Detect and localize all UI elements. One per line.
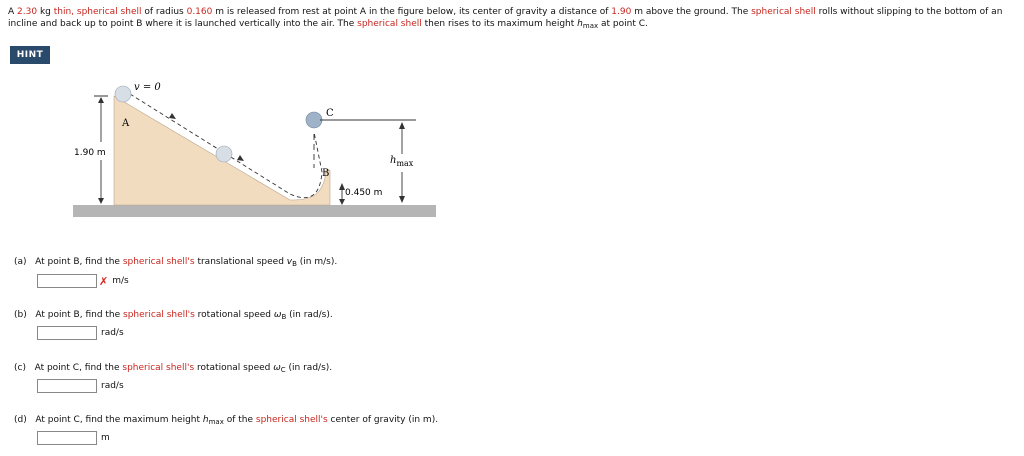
radius-value: 0.160 bbox=[186, 7, 213, 17]
question-a: (a) At point B, find the spherical shell's translational speed $v_B$ (in m/s). bbox=[14, 257, 338, 268]
shell-at-a bbox=[115, 86, 131, 102]
answer-row-c bbox=[37, 379, 124, 393]
label-c: C bbox=[326, 108, 334, 119]
incline-figure bbox=[68, 72, 438, 232]
ground bbox=[73, 205, 436, 217]
height-dimension-label: 1.90 m bbox=[74, 148, 106, 158]
answer-row-b bbox=[37, 326, 124, 340]
answer-input-b[interactable] bbox=[37, 326, 97, 340]
unit-c: rad/s bbox=[101, 381, 124, 391]
question-d: (d) At point C, find the maximum height $h_{max}$ of the spherical shell's center of gravity (in m). bbox=[14, 415, 439, 426]
incorrect-x-icon: ✗ bbox=[99, 274, 109, 288]
hmax-label: $h_{max}$ bbox=[390, 155, 414, 168]
answer-row-a bbox=[37, 274, 129, 288]
shell-on-incline bbox=[216, 146, 232, 162]
unit-b: rad/s bbox=[101, 328, 124, 338]
mass-value: 2.30 bbox=[17, 7, 38, 17]
hint-button[interactable]: HINT bbox=[10, 46, 50, 64]
answer-input-c[interactable] bbox=[37, 379, 97, 393]
label-a: A bbox=[122, 118, 130, 129]
answer-input-d[interactable] bbox=[37, 431, 97, 445]
unit-a: m/s bbox=[112, 276, 129, 286]
question-b: (b) At point B, find the spherical shell's rotational speed $\omega_B$ (in rad/s). bbox=[14, 310, 333, 321]
unit-d: m bbox=[101, 433, 110, 443]
v0-label: v = 0 bbox=[134, 82, 161, 93]
answer-row-d bbox=[37, 431, 110, 445]
problem-statement: A 2.30 kg thin, spherical shell of radius 0.160 m is released from rest at point A in the figure below, its center of gravity a distance of 1.90 m above the ground. The spherical shell rolls without slipping to the bottom of an incline and back up to point B where it is launched vertically into the air. The spherical shell then rises to its maximum height $h_{max}$ at point C. bbox=[8, 7, 1003, 30]
shell-at-c bbox=[306, 112, 322, 128]
answer-input-a[interactable] bbox=[37, 274, 97, 288]
object-name: thin, spherical shell bbox=[53, 7, 142, 17]
height-value: 1.90 bbox=[611, 7, 632, 17]
lip-dimension-label: 0.450 m bbox=[345, 188, 383, 198]
question-c: (c) At point C, find the spherical shell's rotational speed $\omega_C$ (in rad/s). bbox=[14, 363, 333, 374]
label-b: B bbox=[322, 168, 330, 179]
